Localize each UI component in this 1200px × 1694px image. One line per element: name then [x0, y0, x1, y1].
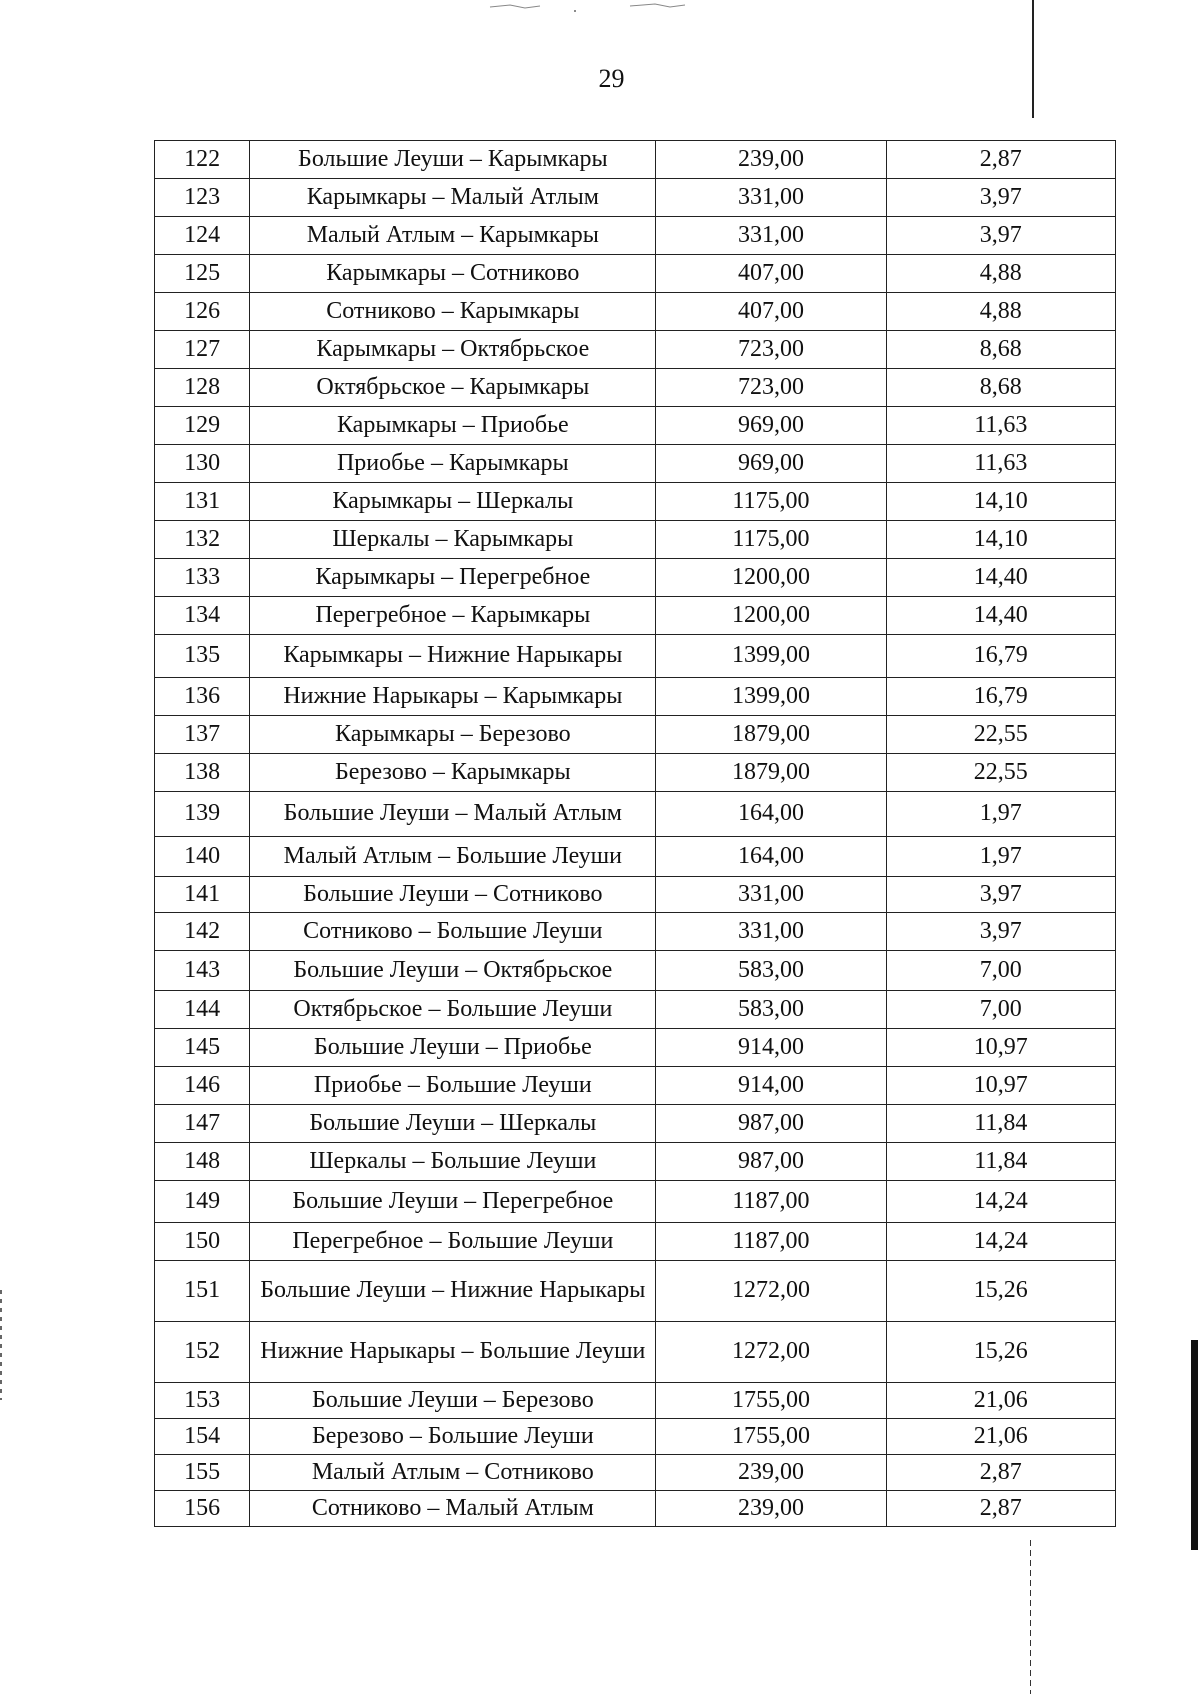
route-rate: 14,40 — [886, 559, 1115, 597]
route-distance: 1200,00 — [656, 597, 886, 635]
table-row — [155, 255, 1116, 293]
row-number: 123 — [155, 179, 250, 217]
route-name: Малый Атлым – Большие Леуши — [250, 837, 656, 877]
route-name: Приобье – Большие Леуши — [250, 1067, 656, 1105]
scan-edge-bar — [1191, 1340, 1198, 1550]
row-number: 134 — [155, 597, 250, 635]
route-rate: 11,84 — [886, 1143, 1115, 1181]
route-rate: 4,88 — [886, 255, 1115, 293]
route-name: Октябрьское – Карымкары — [250, 369, 656, 407]
route-rate: 16,79 — [886, 635, 1115, 678]
row-number: 156 — [155, 1491, 250, 1527]
route-distance: 914,00 — [656, 1029, 886, 1067]
route-rate: 1,97 — [886, 837, 1115, 877]
row-number: 128 — [155, 369, 250, 407]
route-distance: 1187,00 — [656, 1223, 886, 1261]
route-distance: 331,00 — [656, 877, 886, 913]
route-distance: 969,00 — [656, 407, 886, 445]
route-rate: 10,97 — [886, 1029, 1115, 1067]
route-name: Большие Леуши – Октябрьское — [250, 951, 656, 991]
route-distance: 1755,00 — [656, 1419, 886, 1455]
route-name: Перегребное – Карымкары — [250, 597, 656, 635]
route-distance: 969,00 — [656, 445, 886, 483]
route-distance: 1879,00 — [656, 754, 886, 792]
table-row — [155, 369, 1116, 407]
route-name: Карымкары – Приобье — [250, 407, 656, 445]
route-distance: 407,00 — [656, 255, 886, 293]
route-name: Карымкары – Октябрьское — [250, 331, 656, 369]
route-name: Большие Леуши – Малый Атлым — [250, 792, 656, 837]
row-number: 142 — [155, 913, 250, 951]
route-name: Нижние Нарыкары – Большие Леуши — [250, 1322, 656, 1383]
table-row — [155, 635, 1116, 678]
route-name: Сотниково – Карымкары — [250, 293, 656, 331]
row-number: 130 — [155, 445, 250, 483]
route-rate: 3,97 — [886, 913, 1115, 951]
route-name: Карымкары – Перегребное — [250, 559, 656, 597]
route-rate: 14,24 — [886, 1223, 1115, 1261]
route-name: Малый Атлым – Сотниково — [250, 1455, 656, 1491]
row-number: 125 — [155, 255, 250, 293]
route-rate: 22,55 — [886, 754, 1115, 792]
route-rate: 2,87 — [886, 1491, 1115, 1527]
route-rate: 15,26 — [886, 1261, 1115, 1322]
scan-noise — [480, 0, 740, 12]
route-rate: 21,06 — [886, 1419, 1115, 1455]
table-row — [155, 913, 1116, 951]
table-row — [155, 1143, 1116, 1181]
route-rate: 16,79 — [886, 678, 1115, 716]
table-row — [155, 792, 1116, 837]
route-name: Шеркалы – Карымкары — [250, 521, 656, 559]
table-row — [155, 678, 1116, 716]
route-distance: 1200,00 — [656, 559, 886, 597]
route-rate: 8,68 — [886, 331, 1115, 369]
table-row — [155, 1383, 1116, 1419]
route-name: Большие Леуши – Сотниково — [250, 877, 656, 913]
route-name: Большие Леуши – Шеркалы — [250, 1105, 656, 1143]
table-row — [155, 1491, 1116, 1527]
page-number: 29 — [598, 64, 625, 93]
route-distance: 583,00 — [656, 951, 886, 991]
route-distance: 1272,00 — [656, 1261, 886, 1322]
row-number: 148 — [155, 1143, 250, 1181]
route-rate: 2,87 — [886, 1455, 1115, 1491]
table-row — [155, 1029, 1116, 1067]
route-distance: 1879,00 — [656, 716, 886, 754]
route-distance: 914,00 — [656, 1067, 886, 1105]
route-name: Карымкары – Нижние Нарыкары — [250, 635, 656, 678]
table-row — [155, 1105, 1116, 1143]
route-distance: 164,00 — [656, 792, 886, 837]
route-distance: 1272,00 — [656, 1322, 886, 1383]
route-rate: 2,87 — [886, 141, 1115, 179]
row-number: 133 — [155, 559, 250, 597]
table-row — [155, 1181, 1116, 1223]
route-distance: 987,00 — [656, 1105, 886, 1143]
table-row — [155, 179, 1116, 217]
table-row — [155, 293, 1116, 331]
route-name: Большие Леуши – Приобье — [250, 1029, 656, 1067]
table-row — [155, 1223, 1116, 1261]
row-number: 141 — [155, 877, 250, 913]
route-rate: 15,26 — [886, 1322, 1115, 1383]
route-distance: 331,00 — [656, 913, 886, 951]
route-distance: 583,00 — [656, 991, 886, 1029]
route-rate: 7,00 — [886, 951, 1115, 991]
route-name: Карымкары – Малый Атлым — [250, 179, 656, 217]
row-number: 136 — [155, 678, 250, 716]
route-distance: 1187,00 — [656, 1181, 886, 1223]
route-name: Большие Леуши – Березово — [250, 1383, 656, 1419]
route-rate: 8,68 — [886, 369, 1115, 407]
route-distance: 1399,00 — [656, 678, 886, 716]
route-rate: 10,97 — [886, 1067, 1115, 1105]
row-number: 150 — [155, 1223, 250, 1261]
route-table — [154, 140, 1116, 1527]
row-number: 131 — [155, 483, 250, 521]
route-rate: 14,40 — [886, 597, 1115, 635]
route-rate: 3,97 — [886, 217, 1115, 255]
route-name: Малый Атлым – Карымкары — [250, 217, 656, 255]
row-number: 143 — [155, 951, 250, 991]
route-rate: 11,63 — [886, 407, 1115, 445]
route-rate: 21,06 — [886, 1383, 1115, 1419]
row-number: 146 — [155, 1067, 250, 1105]
route-name: Приобье – Карымкары — [250, 445, 656, 483]
route-name: Большие Леуши – Перегребное — [250, 1181, 656, 1223]
row-number: 149 — [155, 1181, 250, 1223]
table-row — [155, 521, 1116, 559]
route-distance: 723,00 — [656, 369, 886, 407]
row-number: 129 — [155, 407, 250, 445]
route-rate: 14,10 — [886, 521, 1115, 559]
row-number: 135 — [155, 635, 250, 678]
row-number: 147 — [155, 1105, 250, 1143]
scan-edge-line — [1032, 0, 1034, 118]
route-distance: 987,00 — [656, 1143, 886, 1181]
route-distance: 164,00 — [656, 837, 886, 877]
table-row — [155, 1419, 1116, 1455]
route-rate: 1,97 — [886, 792, 1115, 837]
route-rate: 22,55 — [886, 716, 1115, 754]
route-distance: 1175,00 — [656, 521, 886, 559]
table-row — [155, 559, 1116, 597]
route-rate: 3,97 — [886, 877, 1115, 913]
route-distance: 239,00 — [656, 1455, 886, 1491]
route-distance: 239,00 — [656, 1491, 886, 1527]
route-rate: 4,88 — [886, 293, 1115, 331]
route-distance: 1399,00 — [656, 635, 886, 678]
route-rate: 7,00 — [886, 991, 1115, 1029]
route-rate: 11,63 — [886, 445, 1115, 483]
route-name: Карымкары – Сотниково — [250, 255, 656, 293]
table-row — [155, 991, 1116, 1029]
row-number: 155 — [155, 1455, 250, 1491]
row-number: 144 — [155, 991, 250, 1029]
row-number: 139 — [155, 792, 250, 837]
route-name: Березово – Карымкары — [250, 754, 656, 792]
table-row — [155, 407, 1116, 445]
row-number: 145 — [155, 1029, 250, 1067]
route-rate: 14,10 — [886, 483, 1115, 521]
table-row — [155, 217, 1116, 255]
scan-edge-line-bottom — [1030, 1540, 1031, 1694]
row-number: 152 — [155, 1322, 250, 1383]
table-row — [155, 1322, 1116, 1383]
route-name: Карымкары – Березово — [250, 716, 656, 754]
row-number: 124 — [155, 217, 250, 255]
route-name: Березово – Большие Леуши — [250, 1419, 656, 1455]
route-distance: 407,00 — [656, 293, 886, 331]
route-distance: 1755,00 — [656, 1383, 886, 1419]
route-name: Сотниково – Малый Атлым — [250, 1491, 656, 1527]
row-number: 126 — [155, 293, 250, 331]
table-row — [155, 951, 1116, 991]
route-distance: 723,00 — [656, 331, 886, 369]
row-number: 153 — [155, 1383, 250, 1419]
row-number: 137 — [155, 716, 250, 754]
table-row — [155, 445, 1116, 483]
table-row — [155, 483, 1116, 521]
route-distance: 1175,00 — [656, 483, 886, 521]
table-row — [155, 1067, 1116, 1105]
table-row — [155, 141, 1116, 179]
row-number: 154 — [155, 1419, 250, 1455]
row-number: 122 — [155, 141, 250, 179]
route-name: Октябрьское – Большие Леуши — [250, 991, 656, 1029]
scan-edge-left — [0, 1290, 2, 1400]
route-rate: 11,84 — [886, 1105, 1115, 1143]
route-distance: 331,00 — [656, 217, 886, 255]
row-number: 138 — [155, 754, 250, 792]
table-row — [155, 1261, 1116, 1322]
table-row — [155, 331, 1116, 369]
table-row — [155, 716, 1116, 754]
row-number: 132 — [155, 521, 250, 559]
table-row — [155, 597, 1116, 635]
table-row — [155, 877, 1116, 913]
table-row — [155, 1455, 1116, 1491]
route-distance: 331,00 — [656, 179, 886, 217]
route-name: Большие Леуши – Карымкары — [250, 141, 656, 179]
route-name: Сотниково – Большие Леуши — [250, 913, 656, 951]
route-rate: 3,97 — [886, 179, 1115, 217]
route-distance: 239,00 — [656, 141, 886, 179]
row-number: 127 — [155, 331, 250, 369]
row-number: 140 — [155, 837, 250, 877]
route-name: Карымкары – Шеркалы — [250, 483, 656, 521]
route-name: Большие Леуши – Нижние Нарыкары — [250, 1261, 656, 1322]
route-rate: 14,24 — [886, 1181, 1115, 1223]
route-name: Шеркалы – Большие Леуши — [250, 1143, 656, 1181]
row-number: 151 — [155, 1261, 250, 1322]
table-row — [155, 837, 1116, 877]
route-name: Перегребное – Большие Леуши — [250, 1223, 656, 1261]
table-row — [155, 754, 1116, 792]
route-name: Нижние Нарыкары – Карымкары — [250, 678, 656, 716]
